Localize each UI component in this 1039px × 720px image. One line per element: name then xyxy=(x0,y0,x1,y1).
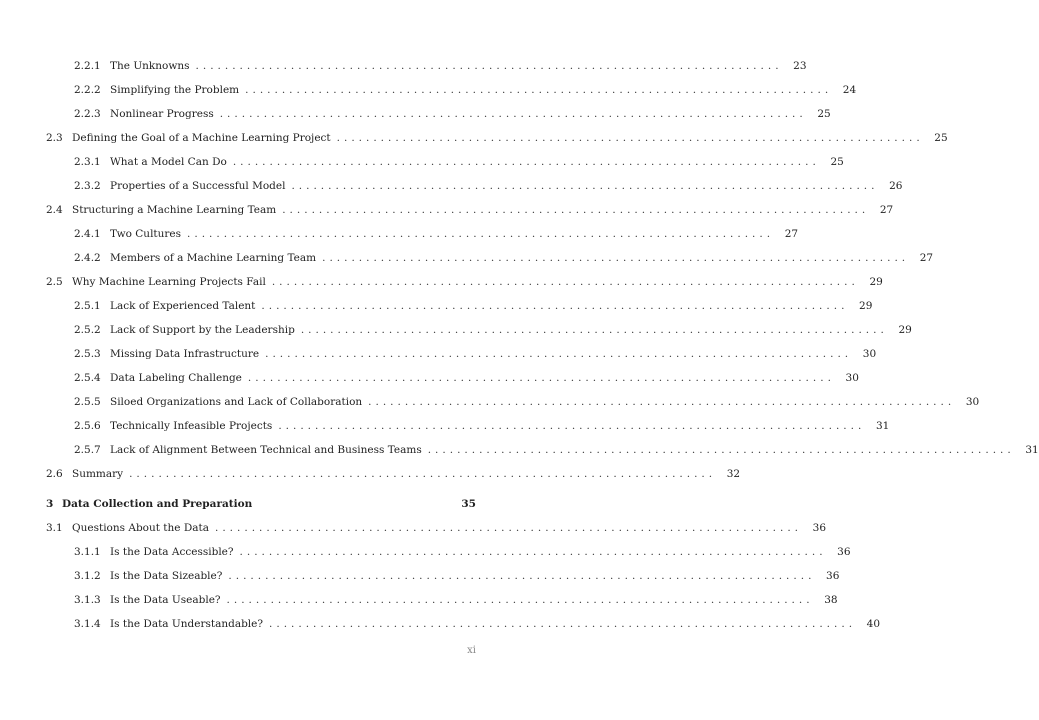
toc-entry-title: Missing Data Infrastructure xyxy=(110,348,260,360)
toc-entry-page: 36 xyxy=(837,546,851,558)
toc-entry-number: 2.4.2 xyxy=(74,252,101,264)
page-number: xi xyxy=(467,645,476,656)
toc-entry-number: 3 xyxy=(46,498,54,510)
dot-leader: ................................................................................ xyxy=(247,372,835,384)
toc-entry[interactable] xyxy=(74,442,1039,458)
toc-entry[interactable] xyxy=(74,226,799,242)
toc-entry-page: 36 xyxy=(826,570,840,582)
toc-entry-title: Two Cultures xyxy=(110,228,182,240)
toc-entry[interactable] xyxy=(74,178,903,194)
toc-entry-page: 29 xyxy=(869,276,883,288)
toc-entry[interactable] xyxy=(74,370,859,386)
toc-entry[interactable] xyxy=(74,616,881,632)
toc-entry-title: What a Model Can Do xyxy=(110,156,227,168)
dot-leader: ................................................................................ xyxy=(265,348,853,360)
toc-entry[interactable] xyxy=(46,466,741,482)
toc-entry-title: Simplifying the Problem xyxy=(110,84,240,96)
toc-entry-page: 25 xyxy=(830,156,844,168)
dot-leader: ................................................................................ xyxy=(322,252,910,264)
dot-leader: ................................................................................ xyxy=(282,204,870,216)
toc-entry-number: 3.1.1 xyxy=(74,546,101,558)
toc-entry-page: 30 xyxy=(862,348,877,360)
toc-entry-page: 27 xyxy=(879,204,894,216)
toc-entry[interactable] xyxy=(74,154,844,170)
toc-entry-number: 3.1.3 xyxy=(74,594,101,606)
toc-entry-number: 2.5.5 xyxy=(74,396,101,408)
toc-entry-title: Questions About the Data xyxy=(72,522,209,534)
toc-entry[interactable] xyxy=(46,496,476,512)
dot-leader: ................................................................................ xyxy=(300,324,888,336)
toc-entry-number: 2.4 xyxy=(46,204,63,216)
dot-leader: ................................................................................ xyxy=(187,228,775,240)
dot-leader: ................................................................................ xyxy=(215,522,803,534)
toc-entry-title: Defining the Goal of a Machine Learning Project xyxy=(72,132,331,144)
dot-leader: ................................................................................ xyxy=(368,396,956,408)
toc-entry[interactable] xyxy=(74,346,877,362)
toc-entry-number: 2.2.1 xyxy=(74,60,101,72)
toc-entry[interactable] xyxy=(74,298,873,314)
toc-entry-page: 32 xyxy=(726,468,741,480)
toc-entry-title: Lack of Experienced Talent xyxy=(110,300,256,312)
toc-entry-title: The Unknowns xyxy=(110,60,190,72)
toc-entry[interactable] xyxy=(74,418,890,434)
toc-entry-number: 2.3.1 xyxy=(74,156,101,168)
toc-entry[interactable] xyxy=(46,202,894,218)
toc-entry-number: 2.3 xyxy=(46,132,63,144)
toc-entry[interactable] xyxy=(46,130,948,146)
toc-entry-number: 2.6 xyxy=(46,468,63,480)
toc-entry-page: 31 xyxy=(1025,444,1039,456)
toc-entry[interactable] xyxy=(74,58,807,74)
toc-entry-page: 26 xyxy=(889,180,903,192)
toc-entry-title: Structuring a Machine Learning Team xyxy=(72,204,277,216)
dot-leader: ................................................................................ xyxy=(245,84,833,96)
toc-entry-title: Nonlinear Progress xyxy=(110,108,214,120)
toc-entry-page: 27 xyxy=(919,252,934,264)
dot-leader: ................................................................................ xyxy=(239,546,827,558)
toc-entry-number: 2.2.3 xyxy=(74,108,101,120)
dot-leader: ................................................................................ xyxy=(226,594,814,606)
dot-leader: ................................................................................ xyxy=(195,60,783,72)
toc-entry-page: 27 xyxy=(784,228,799,240)
toc-entry-page: 29 xyxy=(859,300,873,312)
dot-leader: ................................................................................ xyxy=(232,156,820,168)
toc-entry-title: Is the Data Sizeable? xyxy=(110,570,223,582)
toc-entry-title: Is the Data Understandable? xyxy=(110,618,264,630)
toc-entry-page: 29 xyxy=(898,324,912,336)
toc-entry-number: 2.5.7 xyxy=(74,444,101,456)
toc-entry-page: 23 xyxy=(793,60,807,72)
toc-entry-title: Technically Infeasible Projects xyxy=(110,420,273,432)
dot-leader: ................................................................................ xyxy=(269,618,857,630)
toc-entry-title: Lack of Support by the Leadership xyxy=(110,324,295,336)
dot-leader: ................................................................................ xyxy=(271,276,859,288)
toc-entry-title: Is the Data Accessible? xyxy=(110,546,234,558)
toc-entry[interactable] xyxy=(74,394,980,410)
toc-entry-number: 2.5 xyxy=(46,276,63,288)
toc-entry-title: Data Collection and Preparation xyxy=(62,498,253,510)
toc-entry-title: Is the Data Useable? xyxy=(110,594,221,606)
toc-entry-number: 3.1.2 xyxy=(74,570,101,582)
toc-entry-page: 36 xyxy=(812,522,827,534)
toc-entry-title: Properties of a Successful Model xyxy=(110,180,286,192)
toc-entry-number: 3.1.4 xyxy=(74,618,101,630)
toc-entry-title: Siloed Organizations and Lack of Collaboration xyxy=(110,396,363,408)
toc-entry-page: 31 xyxy=(875,420,890,432)
dot-leader: ................................................................................ xyxy=(129,468,717,480)
toc-entry-page: 25 xyxy=(817,108,831,120)
dot-leader: ................................................................................ xyxy=(336,132,924,144)
toc-entry-title: Members of a Machine Learning Team xyxy=(110,252,317,264)
toc-entry-page: 25 xyxy=(934,132,948,144)
dot-leader: ................................................................................ xyxy=(278,420,866,432)
toc-entry-page: 35 xyxy=(461,498,476,510)
toc-entry[interactable] xyxy=(46,520,827,536)
toc-entry[interactable] xyxy=(74,322,912,338)
toc-entry-number: 2.5.3 xyxy=(74,348,101,360)
toc-entry-number: 2.5.6 xyxy=(74,420,101,432)
toc-entry[interactable] xyxy=(74,82,857,98)
toc-entry-page: 24 xyxy=(842,84,857,96)
toc-entry-title: Data Labeling Challenge xyxy=(110,372,242,384)
toc-entry-title: Summary xyxy=(72,468,124,480)
toc-entry-number: 2.5.4 xyxy=(74,372,101,384)
toc-entry-number: 2.5.2 xyxy=(74,324,101,336)
toc-entry-number: 2.3.2 xyxy=(74,180,101,192)
toc-entry[interactable] xyxy=(74,250,934,266)
toc-entry[interactable] xyxy=(46,274,883,290)
toc-entry[interactable] xyxy=(74,592,838,608)
dot-leader: ................................................................................ xyxy=(228,570,816,582)
toc-entry[interactable] xyxy=(74,568,840,584)
toc-entry-page: 40 xyxy=(866,618,881,630)
toc-entry-page: 38 xyxy=(824,594,838,606)
toc-entry-page: 30 xyxy=(845,372,859,384)
toc-entry-title: Lack of Alignment Between Technical and Business Teams xyxy=(110,444,422,456)
toc-entry-page: 30 xyxy=(965,396,980,408)
dot-leader: ................................................................................ xyxy=(291,180,879,192)
toc-entry-number: 2.2.2 xyxy=(74,84,101,96)
toc-entry-number: 2.5.1 xyxy=(74,300,101,312)
toc-entry-title: Why Machine Learning Projects Fail xyxy=(72,276,266,288)
dot-leader: ................................................................................ xyxy=(427,444,1015,456)
dot-leader: ................................................................................ xyxy=(219,108,807,120)
toc-entry[interactable] xyxy=(74,106,831,122)
dot-leader: ................................................................................ xyxy=(261,300,849,312)
toc-entry-number: 3.1 xyxy=(46,522,63,534)
toc-entry[interactable] xyxy=(74,544,851,560)
toc-entry-number: 2.4.1 xyxy=(74,228,101,240)
